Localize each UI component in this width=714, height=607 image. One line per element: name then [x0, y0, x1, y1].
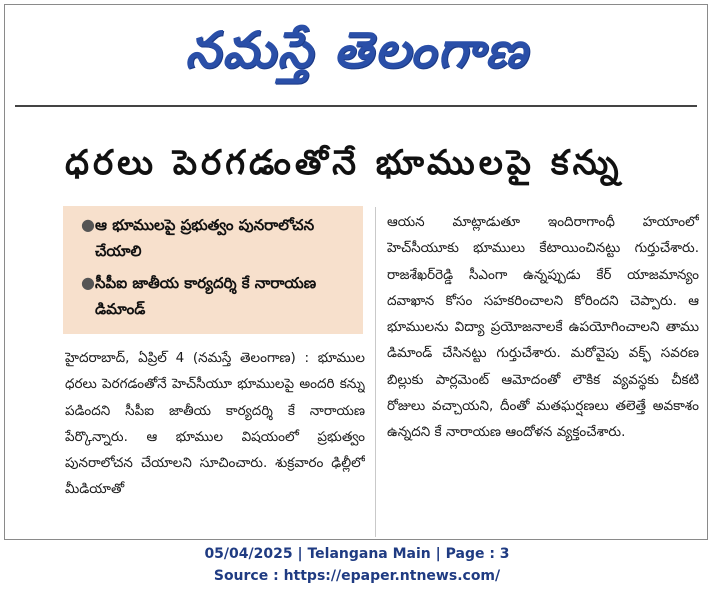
column-divider: [375, 207, 376, 537]
article-headline: ధరలు పెరగడంతోనే భూములపై కన్ను: [65, 143, 623, 183]
newspaper-masthead: నమస్తే తెలంగాణ: [185, 20, 529, 79]
publication-date-info: 05/04/2025 | Telangana Main | Page : 3: [204, 546, 510, 562]
article-body-right-column: ఆయన మాట్లాడుతూ ఇందిరాగాంధీ హయాంలో హెచ్‌సీయూకు భూములు కేటాయించినట్టు గుర్తుచేశారు. రాజశేఖర్‌రెడ్డి సీఎంగా ఉన్నప్పుడు కేర్ యాజమాన్యం దవాఖాన కోసం సహకరించాలని కోరిందని చెప్పారు. ఆ భూములను విద్యా ప్రయోజనాలకే ఉపయోగించాలని తాము డిమాండ్ చేసినట్టు గుర్తుచేశారు. మరోవైపు వక్ఫ్ సవరణ బిల్లుకు పార్లమెంట్ ఆమోదంతో లౌకిక వ్యవస్థకు చీకటి రోజులు వచ్చాయని, దీంతో మతఘర్షణలు తలెత్తే అవకాశం ఉన్నదని కే నారాయణ ఆందోళన వ్యక్తంచేశారు.: [387, 214, 699, 441]
source-link[interactable]: Source : https://epaper.ntnews.com/: [213, 568, 501, 584]
highlight-text: ఆ భూములపై ప్రభుత్వం పునరాలోచన చేయాలి: [95, 216, 315, 260]
highlights-box: [63, 206, 363, 334]
highlight-item: [81, 270, 355, 322]
bullet-icon: ●: [81, 215, 95, 234]
article-clipping: [4, 4, 708, 540]
highlight-item: [81, 212, 355, 264]
highlight-text: సీపీఐ జాతీయ కార్యదర్శి కే నారాయణ డిమాండ్: [95, 274, 317, 318]
bullet-icon: ●: [81, 273, 95, 292]
article-body-left-column: హైదరాబాద్, ఏప్రిల్ 4 (నమస్తే తెలంగాణ) : భూముల ధరలు పెరగడంతోనే హెచ్‌సీయూ భూములపై అందరి కన్ను పడిందని సీపీఐ జాతీయ కార్యదర్శి కే నారాయణ పేర్కొన్నారు. ఆ భూముల విషయంలో ప్రభుత్వం పునరాలోచన చేయాలని సూచించారు. శుక్రవారం ఢిల్లీలో మీడియాతో: [65, 350, 365, 498]
masthead-divider: [15, 105, 697, 107]
